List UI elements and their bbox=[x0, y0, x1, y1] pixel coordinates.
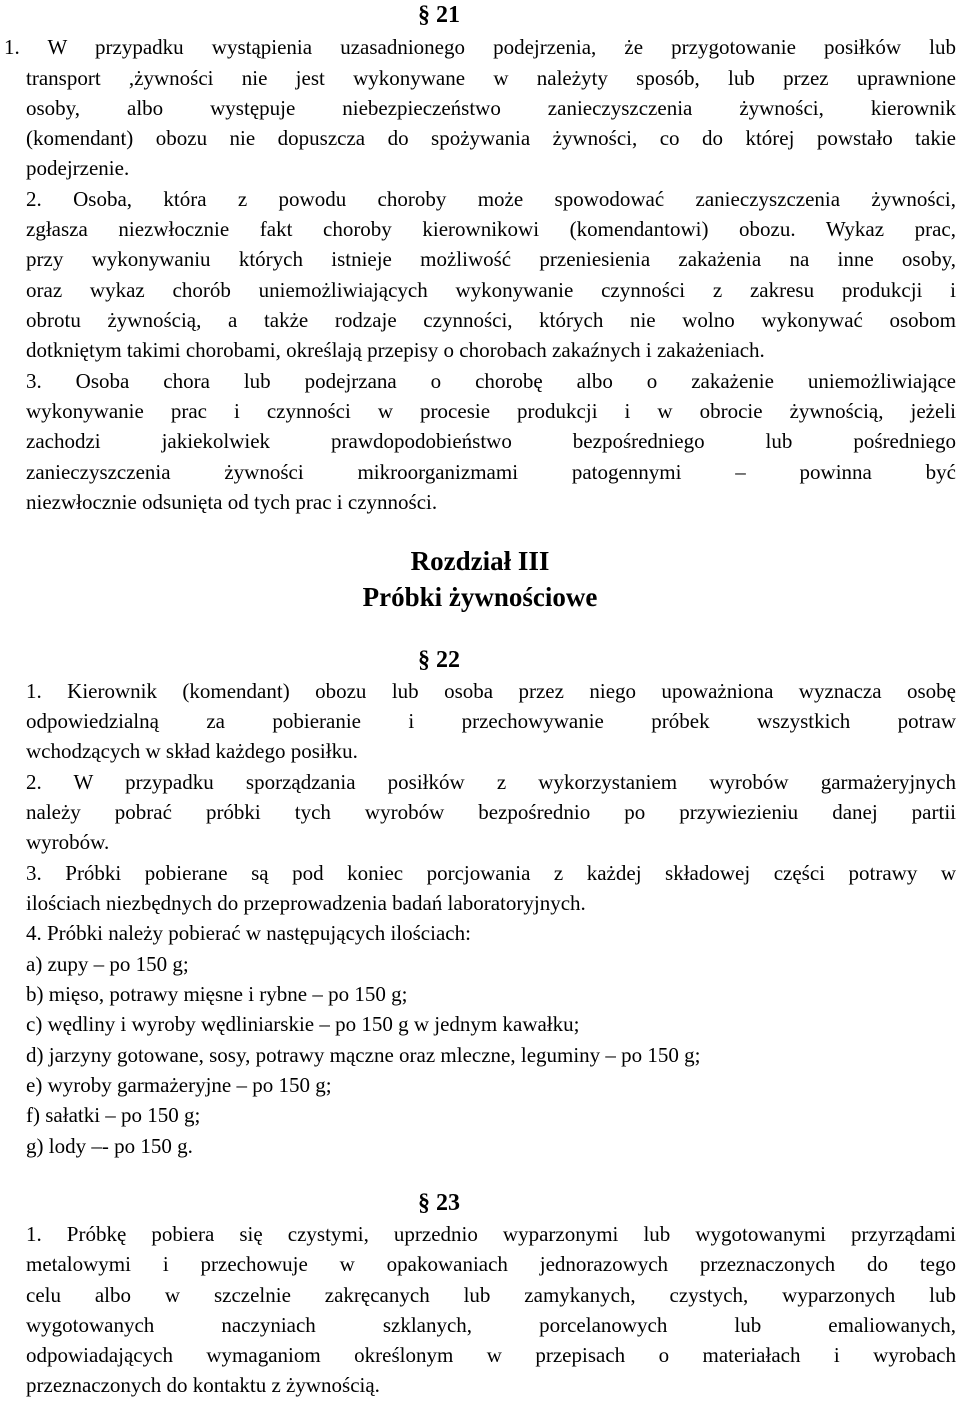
s21-line-6: 2. Osoba, która z powodu choroby może spowodować zanieczyszczenia żywności, bbox=[26, 187, 956, 211]
s21-line-14: zachodzi jakiekolwiek prawdopodobieństwo bezpośredniego lub pośredniego bbox=[26, 429, 956, 453]
chapter-subtitle: Próbki żywnościowe bbox=[362, 582, 598, 612]
s21-line-3: osoby, albo występuje niebezpieczeństwo zanieczyszczenia żywności, kierownik bbox=[26, 96, 956, 120]
s22-list-item-f: f) sałatki – po 150 g; bbox=[26, 1103, 201, 1127]
s22-list-item-e: e) wyroby garmażeryjne – po 150 g; bbox=[26, 1073, 332, 1097]
s22-list-item-b: b) mięso, potrawy mięsne i rybne – po 150 g; bbox=[26, 982, 408, 1006]
s22-list-item-a: a) zupy – po 150 g; bbox=[26, 952, 189, 976]
s22-line-3: wchodzących w skład każdego posiłku. bbox=[26, 739, 358, 763]
s21-line-8: przy wykonywaniu których istnieje możliwość przeniesienia zakażenia na inne osoby, bbox=[26, 247, 956, 271]
s22-line-6: wyrobów. bbox=[26, 830, 110, 854]
s21-line-16: niezwłocznie odsunięta od tych prac i czynności. bbox=[26, 490, 438, 514]
section-23-heading: § 23 bbox=[418, 1190, 460, 1216]
s22-line-9: 4. Próbki należy pobierać w następujących ilościach: bbox=[26, 921, 471, 945]
s21-line-5: podejrzenie. bbox=[26, 156, 130, 180]
s22-line-7: 3. Próbki pobierane są pod koniec porcjowania z każdej składowej części potrawy w bbox=[26, 861, 956, 885]
s23-line-3: celu albo w szczelnie zakręcanych lub zamykanych, czystych, wyparzonych lub bbox=[26, 1283, 956, 1307]
s21-line-9: oraz wykaz chorób uniemożliwiających wykonywanie czynności z zakresu produkcji i bbox=[26, 278, 956, 302]
chapter-title: Rozdział III bbox=[410, 546, 550, 576]
s23-line-5: odpowiadających wymaganiom określonym w przepisach o materiałach i wyrobach bbox=[26, 1343, 956, 1367]
section-21-heading: § 21 bbox=[418, 2, 460, 28]
s21-line-12: 3. Osoba chora lub podejrzana o chorobę albo o zakażenie uniemożliwiające bbox=[26, 369, 956, 393]
section-22-heading: § 22 bbox=[418, 647, 460, 673]
s21-line-1: 1. W przypadku wystąpienia uzasadnionego podejrzenia, że przygotowanie posiłków lub bbox=[4, 35, 956, 59]
s21-line-13: wykonywanie prac i czynności w procesie produkcji i w obrocie żywnością, jeżeli bbox=[26, 399, 956, 423]
s21-line-11: dotkniętym takimi chorobami, określają przepisy o chorobach zakaźnych i zakażeniach. bbox=[26, 338, 765, 362]
s23-line-4: wygotowanych naczyniach szklanych, porcelanowych lub emaliowanych, bbox=[26, 1313, 956, 1337]
s22-line-1: 1. Kierownik (komendant) obozu lub osoba przez niego upoważniona wyznacza osobę bbox=[26, 679, 956, 703]
s22-line-8: ilościach niezbędnych do przeprowadzenia badań laboratoryjnych. bbox=[26, 891, 586, 915]
s22-line-2: odpowiedzialną za pobieranie i przechowywanie próbek wszystkich potraw bbox=[26, 709, 956, 733]
s21-line-7: zgłasza niezwłocznie fakt choroby kierownikowi (komendantowi) obozu. Wykaz prac, bbox=[26, 217, 956, 241]
s23-line-6: przeznaczonych do kontaktu z żywnością. bbox=[26, 1373, 380, 1397]
s22-line-4: 2. W przypadku sporządzania posiłków z wykorzystaniem wyrobów garmażeryjnych bbox=[26, 770, 956, 794]
s21-line-15: zanieczyszczenia żywności mikroorganizmami patogennymi – powinna być bbox=[26, 460, 956, 484]
s22-list-item-c: c) wędliny i wyroby wędliniarskie – po 150 g w jednym kawałku; bbox=[26, 1012, 580, 1036]
s23-line-2: metalowymi i przechowuje w opakowaniach jednorazowych przeznaczonych do tego bbox=[26, 1252, 956, 1276]
s21-line-4: (komendant) obozu nie dopuszcza do spożywania żywności, co do której powstało takie bbox=[26, 126, 956, 150]
s21-line-10: obrotu żywnością, a także rodzaje czynności, których nie wolno wykonywać osobom bbox=[26, 308, 956, 332]
s23-line-1: 1. Próbkę pobiera się czystymi, uprzednio wyparzonymi lub wygotowanymi przyrządami bbox=[26, 1222, 956, 1246]
s22-list-item-g: g) lody –- po 150 g. bbox=[26, 1134, 193, 1158]
s21-line-2: transport ,żywności nie jest wykonywane w należyty sposób, lub przez uprawnione bbox=[26, 66, 956, 90]
s22-list-item-d: d) jarzyny gotowane, sosy, potrawy mączne oraz mleczne, leguminy – po 150 g; bbox=[26, 1043, 701, 1067]
s22-line-5: należy pobrać próbki tych wyrobów bezpośrednio po przywiezieniu danej partii bbox=[26, 800, 956, 824]
